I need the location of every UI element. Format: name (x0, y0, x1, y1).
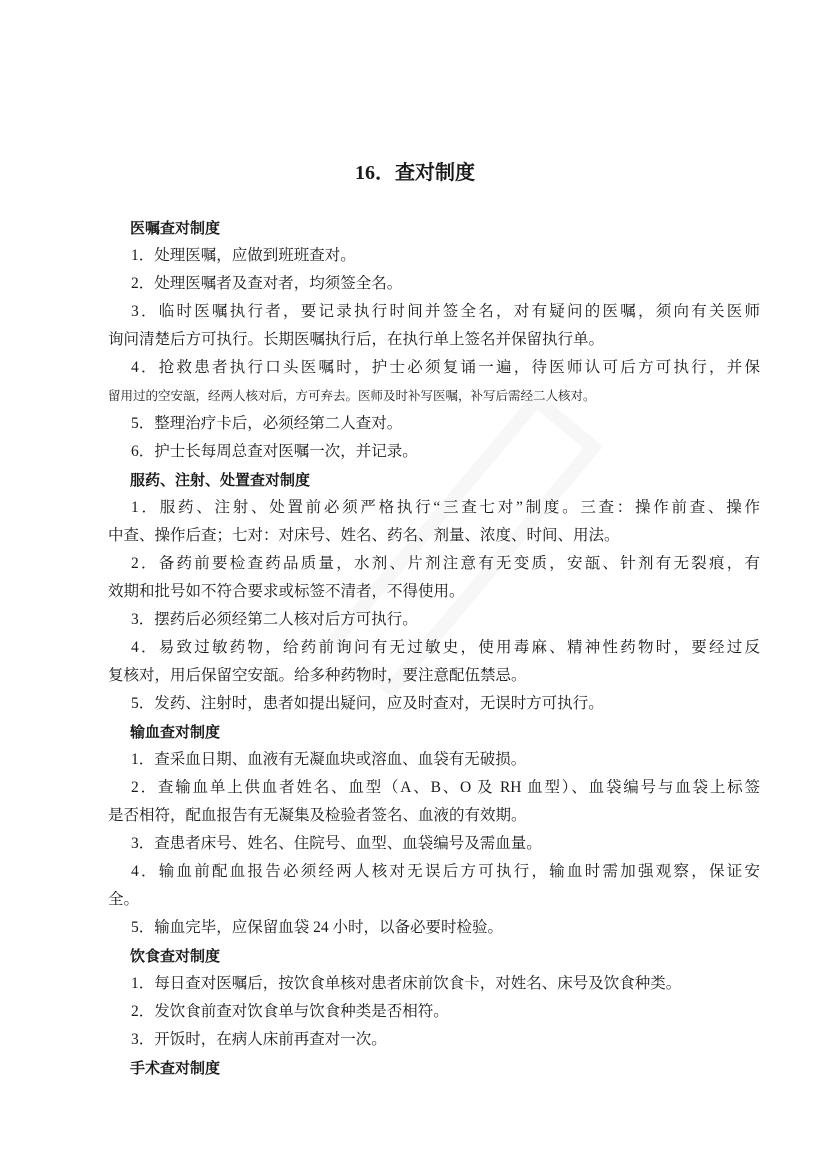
paragraph-line: 1．处理医嘱，应做到班班查对。 (131, 247, 356, 264)
paragraph-line: 4．抢救患者执行口头医嘱时，护士必须复诵一遍，待医师认可后方可执行，并保 (131, 359, 760, 376)
paragraph-line: 4．输血前配血报告必须经两人核对无误后方可执行，输血时需加强观察，保证安 (131, 863, 760, 880)
paragraph-line: 1．查采血日期、血液有无凝血块或溶血、血袋有无破损。 (131, 751, 527, 768)
section-heading: 服药、注射、处置查对制度 (130, 471, 311, 489)
paragraph-line: 3．查患者床号、姓名、住院号、血型、血袋编号及需血量。 (131, 835, 542, 852)
paragraph-line: 4．易致过敏药物，给药前询问有无过敏史，使用毒麻、精神性药物时，要经过反 (131, 639, 760, 656)
paragraph-line: 询问清楚后方可执行。长期医嘱执行后，在执行单上签名并保留执行单。 (108, 331, 605, 348)
section-heading: 输血查对制度 (130, 723, 221, 741)
paragraph-line: 复核对，用后保留空安瓿。给多种药物时，要注意配伍禁忌。 (108, 667, 527, 684)
paragraph-line: 1．每日查对医嘱后，按饮食单核对患者床前饮食卡，对姓名、床号及饮食种类。 (131, 975, 682, 992)
paragraph-line: 5．输血完毕，应保留血袋 24 小时，以备必要时检验。 (131, 919, 504, 936)
paragraph-line: 中查、操作后查；七对：对床号、姓名、药名、剂量、浓度、时间、用法。 (108, 527, 620, 544)
section-heading: 医嘱查对制度 (130, 219, 221, 237)
paragraph-line: 2．处理医嘱者及查对者，均须签全名。 (131, 275, 403, 292)
paragraph-line: 3．临时医嘱执行者，要记录执行时间并签全名，对有疑问的医嘱，须向有关医师 (131, 303, 760, 320)
paragraph-line: 5．发药、注射时，患者如提出疑问，应及时查对，无误时方可执行。 (131, 695, 604, 712)
paragraph-line: 留用过的空安瓿，经两人核对后，方可弃去。医师及时补写医嘱，补写后需经二人核对。 (108, 389, 596, 403)
paragraph-line: 全。 (108, 891, 140, 908)
paragraph-line: 2．发饮食前查对饮食单与饮食种类是否相符。 (131, 1003, 449, 1020)
paragraph-line: 6．护士长每周总查对医嘱一次，并记录。 (131, 443, 418, 460)
paragraph-line: 1．服药、注射、处置前必须严格执行“三查七对”制度。三查：操作前查、操作 (131, 499, 760, 516)
paragraph-line: 是否相符，配血报告有无凝集及检验者签名、血液的有效期。 (108, 807, 527, 824)
document-body (108, 214, 760, 1082)
paragraph-line: 效期和批号如不符合要求或标签不清者，不得使用。 (108, 583, 465, 600)
paragraph-line: 3．开饭时，在病人床前再查对一次。 (131, 1031, 387, 1048)
paragraph-line: 5．整理治疗卡后，必须经第二人查对。 (131, 415, 403, 432)
page-title: 16．查对制度 (355, 162, 475, 184)
section-heading: 饮食查对制度 (130, 947, 221, 965)
paragraph-line: 3．摆药后必须经第二人核对后方可执行。 (131, 611, 418, 628)
section-heading: 手术查对制度 (130, 1059, 221, 1077)
paragraph-line: 2．查输血单上供血者姓名、血型（A、B、O 及 RH 血型）、血袋编号与血袋上标签 (131, 779, 760, 796)
paragraph-line: 2．备药前要检查药品质量，水剂、片剂注意有无变质，安瓿、针剂有无裂痕，有 (131, 555, 760, 572)
